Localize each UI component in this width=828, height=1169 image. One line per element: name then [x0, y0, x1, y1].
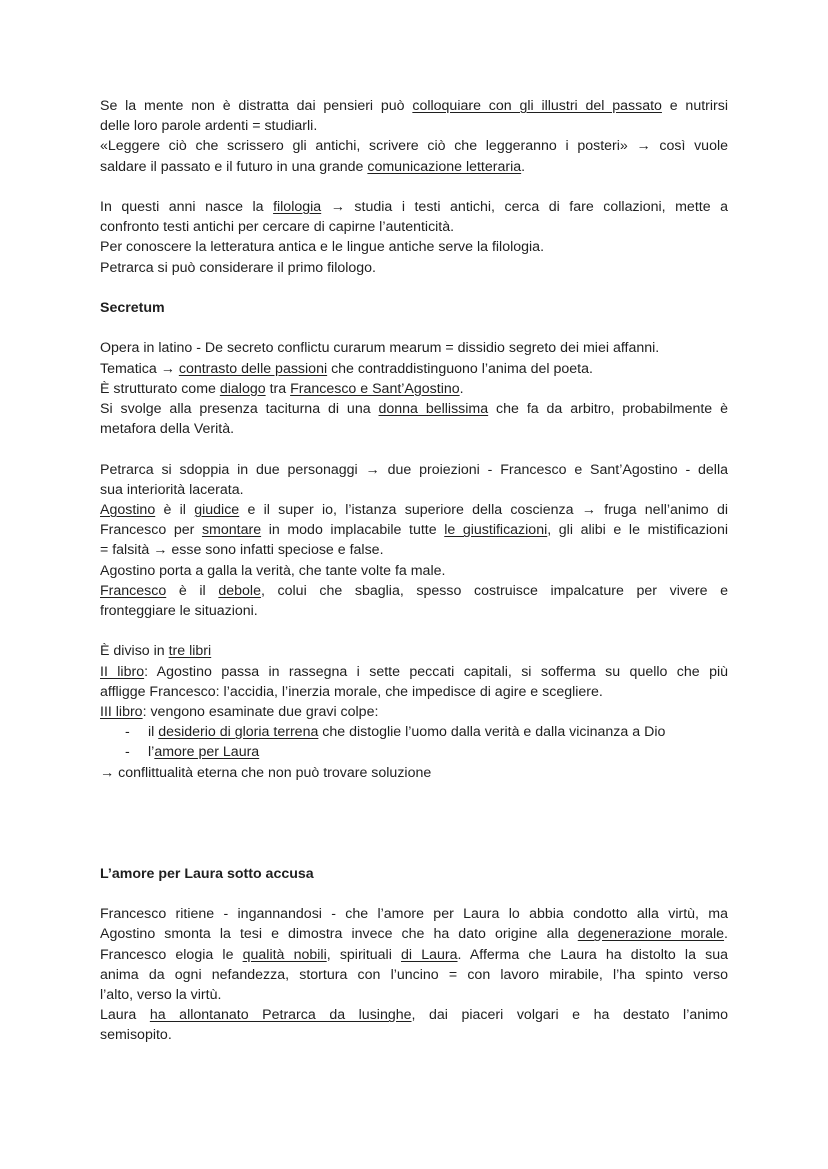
list-item: - l’amore per Laura [100, 742, 728, 762]
secretum-line-1: Opera in latino - De secreto conflictu curarum mearum = dissidio segreto dei miei affanni. [100, 340, 660, 357]
secretum-line-3: È strutturato come dialogo tra Francesco e Sant’Agostino. [100, 380, 464, 397]
document-page [100, 96, 728, 1046]
sdoppia-line-2: sua interiorità lacerata. [100, 481, 244, 498]
sdoppia-line-8: fronteggiare le situazioni. [100, 603, 258, 620]
laura-line-5: l’alto, verso la virtù. [100, 987, 222, 1004]
underlined-phrase: II libro [100, 663, 145, 680]
libri-line-1: È diviso in tre libri [100, 643, 212, 660]
libri-line-4: III libro: vengono esaminate due gravi colpe: [100, 704, 379, 721]
underlined-phrase: comunicazione letteraria [367, 158, 522, 175]
sdoppia-line-6: Agostino porta a galla la verità, che tante volte fa male. [100, 562, 446, 579]
intro-line-2: delle loro parole ardenti = studiarli. [100, 118, 318, 135]
underlined-phrase: donna bellissima [378, 401, 489, 417]
underlined-phrase: giudice [194, 502, 240, 518]
underlined-phrase: III libro [100, 704, 143, 721]
filologia-line-1: In questi anni nasce la filologia → studia i testi antichi, cerca di fare collazioni, mette a [100, 199, 729, 215]
underlined-phrase: le giustificazioni [444, 522, 548, 539]
section-heading-laura: L’amore per Laura sotto accusa [100, 865, 314, 882]
underlined-phrase: amore per Laura [154, 744, 260, 761]
laura-line-3: Francesco elogia le qualità nobili, spirituali di Laura. Afferma che Laura ha distolto la sua [100, 946, 728, 963]
secretum-line-2: Tematica → contrasto delle passioni che contraddistinguono l’anima del poeta. [100, 360, 593, 377]
libri-line-2: II libro: Agostino passa in rassegna i sette peccati capitali, si sofferma su quello che più [100, 663, 729, 680]
underlined-phrase: di Laura [401, 946, 458, 963]
underlined-phrase: Francesco [100, 582, 167, 599]
libri-line-3: affligge Francesco: l’accidia, l’inerzia morale, che impedisce di agire e scegliere. [100, 683, 603, 700]
underlined-phrase: tre libri [168, 643, 212, 660]
underlined-phrase: Agostino [100, 502, 156, 518]
underlined-phrase: qualità nobili [242, 946, 327, 963]
laura-line-2: Agostino smonta la tesi e dimostra invece che ha dato origine alla degenerazione morale. [100, 926, 728, 943]
underlined-phrase: degenerazione morale [577, 926, 725, 943]
laura-line-7: semisopito. [100, 1027, 172, 1044]
libri-line-5: → conflittualità eterna che non può trovare soluzione [100, 764, 432, 781]
laura-line-4: anima da ogni nefandezza, stortura con l’uncino = con lavoro mirabile, l’ha spinto verso [100, 966, 728, 983]
filologia-line-3: Per conoscere la letteratura antica e le lingue antiche serve la filologia. [100, 239, 545, 256]
list-item: - il desiderio di gloria terrena che distoglie l’uomo dalla verità e dalla vicinanza a Dio [100, 722, 728, 742]
secretum-line-5: metafora della Verità. [100, 421, 235, 438]
colpe-list [100, 722, 728, 762]
underlined-phrase: contrasto delle passioni [178, 360, 328, 377]
sdoppia-line-5: = falsità → esse sono infatti speciose e false. [100, 542, 384, 559]
underlined-phrase: filologia [273, 199, 322, 215]
intro-line-3: «Leggere ciò che scrissero gli antichi, scrivere ciò che leggeranno i posteri» → così vuole [100, 138, 728, 155]
sdoppia-line-7: Francesco è il debole, colui che sbaglia, spesso costruisce impalcature per vivere e [100, 582, 729, 599]
secretum-line-4: Si svolge alla presenza taciturna di una donna bellissima che fa da arbitro, probabilmente è [100, 401, 728, 417]
sdoppia-line-3: Agostino è il giudice e il super io, l’istanza superiore della coscienza → fruga nell’animo di [100, 502, 728, 518]
intro-line-1: Se la mente non è distratta dai pensieri può colloquiare con gli illustri del passato e nutrirsi [100, 98, 728, 114]
underlined-phrase: dialogo [219, 380, 266, 397]
section-heading-secretum: Secretum [100, 300, 165, 316]
filologia-line-2: confronto testi antichi per cercare di capirne l’autenticità. [100, 219, 455, 236]
intro-line-4: saldare il passato e il futuro in una grande comunicazione letteraria. [100, 158, 526, 175]
filologia-line-4: Petrarca si può considerare il primo filologo. [100, 259, 376, 276]
underlined-phrase: debole [218, 582, 261, 599]
laura-line-6: Laura ha allontanato Petrarca da lusinghe, dai piaceri volgari e ha destato l’animo [100, 1007, 728, 1024]
underlined-phrase: Francesco e Sant’Agostino [290, 380, 460, 397]
laura-line-1: Francesco ritiene - ingannandosi - che l’amore per Laura lo abbia condotto alla virtù, ma [100, 906, 728, 923]
underlined-phrase: colloquiare con gli illustri del passato [412, 98, 662, 114]
underlined-phrase: desiderio di gloria terrena [158, 724, 319, 741]
underlined-phrase: smontare [201, 522, 262, 539]
sdoppia-line-4: Francesco per smontare in modo implacabile tutte le giustificazioni, gli alibi e le mistificazioni [100, 522, 728, 539]
underlined-phrase: ha allontanato Petrarca da lusinghe [149, 1007, 412, 1024]
sdoppia-line-1: Petrarca si sdoppia in due personaggi → due proiezioni - Francesco e Sant’Agostino - della [100, 461, 728, 478]
